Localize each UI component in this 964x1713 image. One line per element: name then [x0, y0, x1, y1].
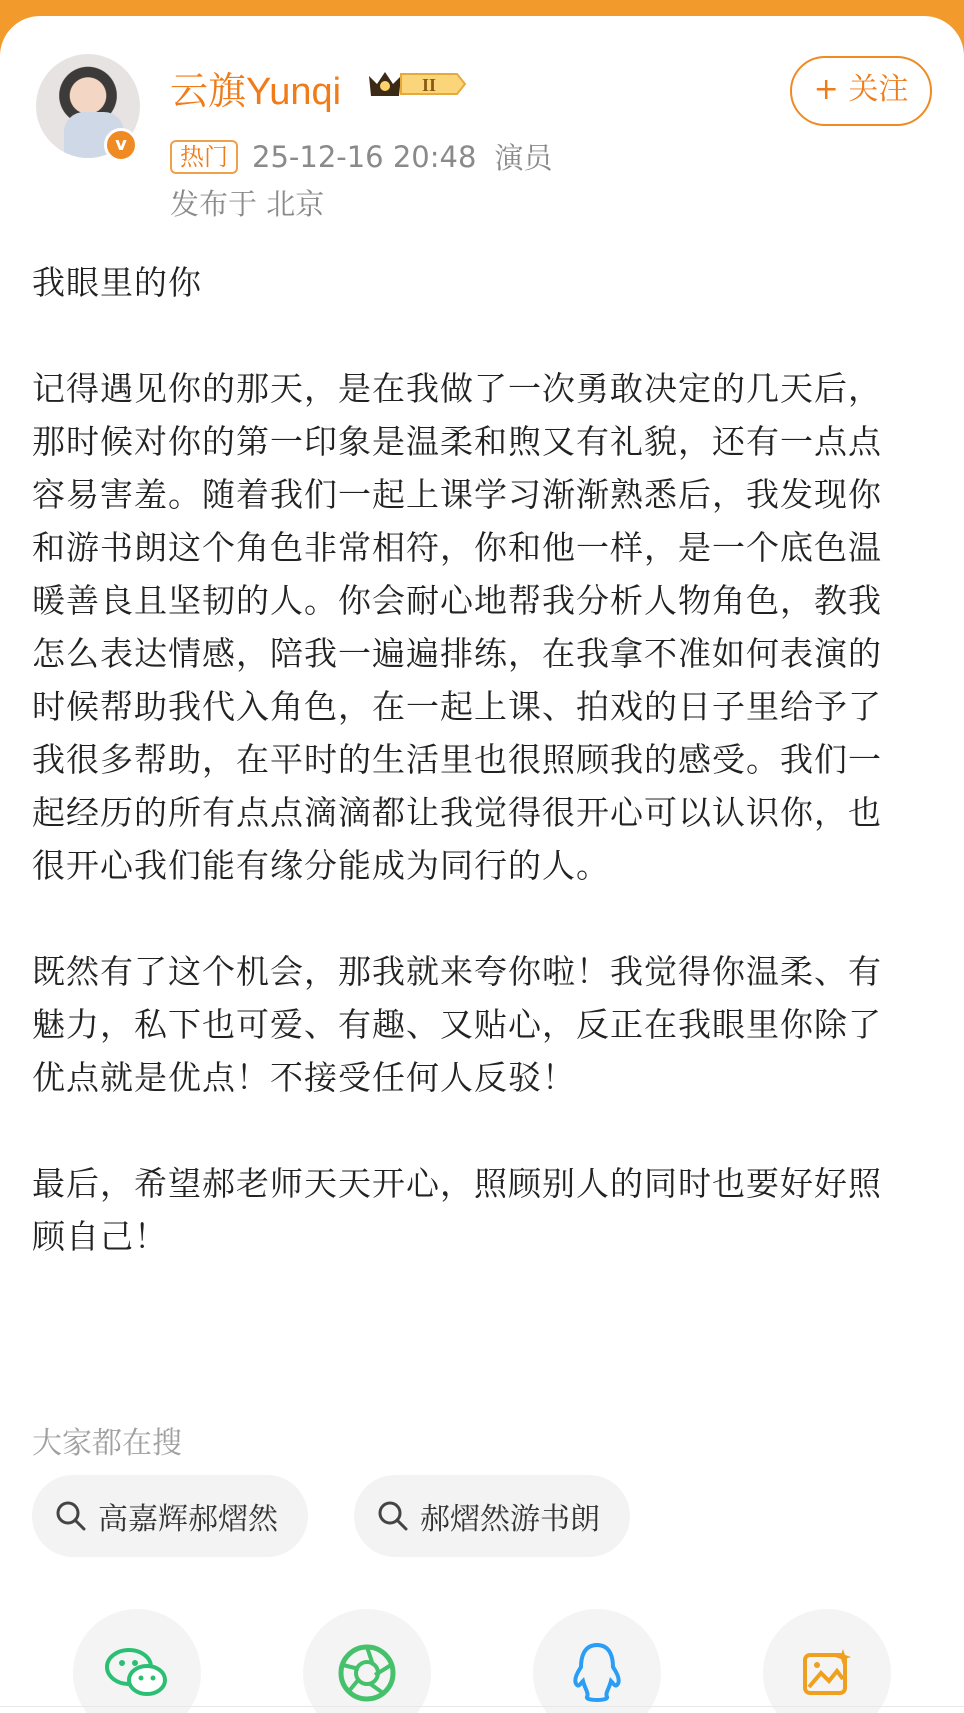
username[interactable]: 云旗Yunqi	[170, 71, 342, 113]
share-wechat-button[interactable]	[73, 1609, 201, 1713]
level-badge-label: II	[421, 75, 437, 95]
divider	[0, 1706, 964, 1707]
search-chip-label: 郝熠然游书朗	[420, 1502, 600, 1537]
share-gallery-button[interactable]	[763, 1609, 891, 1713]
share-qq-button[interactable]	[533, 1609, 661, 1713]
post-body	[32, 256, 912, 1263]
user-role: 演员	[494, 141, 553, 175]
wechat-icon	[102, 1643, 172, 1703]
follow-button[interactable]: + 关注	[790, 56, 932, 126]
share-moments-button[interactable]	[303, 1609, 431, 1713]
post-paragraph: 既然有了这个机会，那我就来夸你啦！我觉得你温柔、有魅力，私下也可爱、有趣、又贴心，反正在我眼里你除了优点就是优点！不接受任何人反驳！	[32, 952, 882, 1097]
gallery-icon	[799, 1645, 855, 1701]
post-location: 发布于 北京	[170, 187, 325, 221]
search-chip-label: 高嘉辉郝熠然	[98, 1502, 278, 1537]
search-icon	[54, 1499, 88, 1533]
crown-level-badge-icon	[365, 64, 467, 104]
qq-icon	[569, 1641, 625, 1705]
search-icon	[376, 1499, 410, 1533]
post-title: 我眼里的你	[32, 263, 202, 302]
moments-icon	[335, 1641, 399, 1705]
post-paragraph: 最后，希望郝老师天天开心，照顾别人的同时也要好好照顾自己！	[32, 1164, 882, 1256]
post-card	[0, 16, 964, 1713]
post-time: 25-12-16 20:48	[252, 139, 477, 174]
trending-search-heading: 大家都在搜	[32, 1426, 182, 1461]
search-chip[interactable]	[32, 1475, 308, 1557]
verified-badge-icon: v	[104, 128, 138, 162]
hot-tag[interactable]: 热门	[170, 140, 238, 174]
search-chip[interactable]	[354, 1475, 630, 1557]
post-paragraph: 记得遇见你的那天，是在我做了一次勇敢决定的几天后，那时候对你的第一印象是温柔和煦又有礼貌，还有一点点容易害羞。随着我们一起上课学习渐渐熟悉后，我发现你和游书朗这个角色非常相符，你和他一样，是一个底色温暖善良且坚韧的人。你会耐心地帮我分析人物角色，教我怎么表达情感，陪我一遍遍排练，在我拿不准如何表演的时候帮助我代入角色，在一起上课、拍戏的日子里给予了我很多帮助，在平时的生活里也很照顾我的感受。我们一起经历的所有点点滴滴都让我觉得很开心可以认识你，也很开心我们能有缘分能成为同行的人。	[32, 369, 882, 885]
post-meta	[170, 136, 552, 177]
